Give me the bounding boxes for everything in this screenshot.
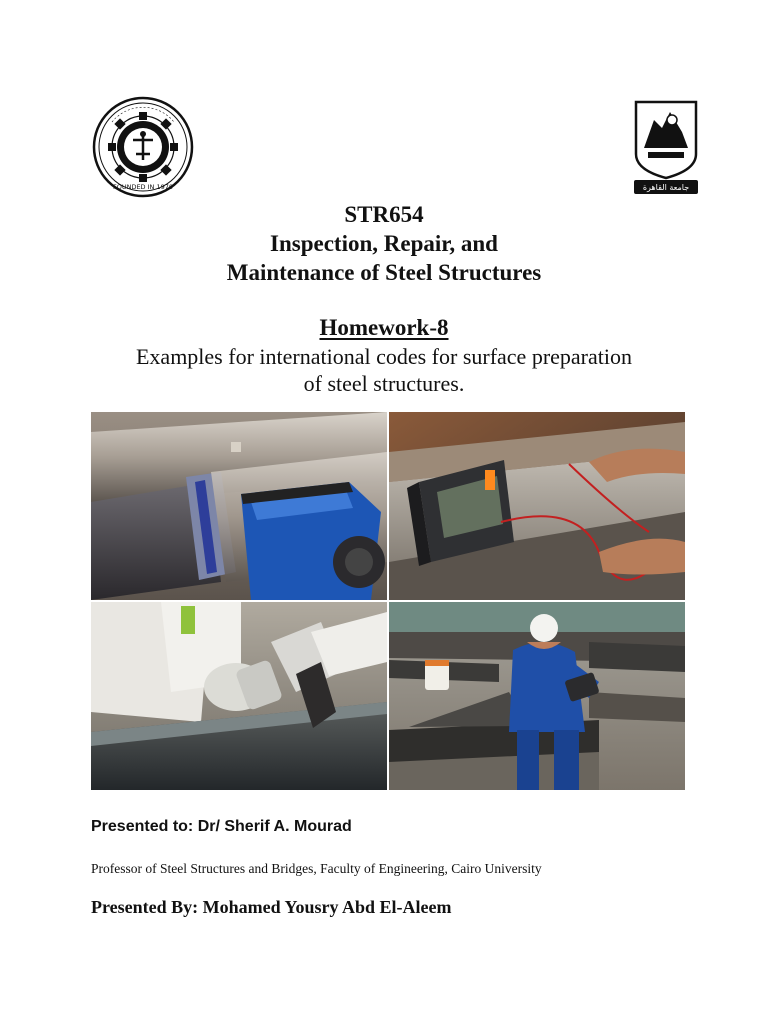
iti-founded-seal-icon (92, 96, 194, 198)
presented-by: Presented By: Mohamed Yousry Abd El-Aleem (91, 897, 452, 917)
homework-subtitle-line-1: Examples for international codes for surface preparation (135, 344, 632, 369)
course-name-line-2: Maintenance of Steel Structures (226, 260, 542, 285)
pipe-weld-inspection-photo (91, 412, 387, 600)
svg-text:جامعة القاهرة: جامعة القاهرة (642, 183, 690, 192)
ultrasonic-tester-photo (389, 412, 685, 600)
course-code: STR654 (344, 202, 424, 227)
photo-collage (91, 412, 685, 790)
homework-heading (0, 313, 768, 397)
homework-title: Homework-8 (319, 315, 449, 340)
presented-to: Presented to: Dr/ Sherif A. Mourad (91, 818, 352, 835)
dye-penetrant-spray-photo (91, 602, 387, 790)
svg-text:FOUNDED IN 1970: FOUNDED IN 1970 (112, 183, 174, 191)
institute-seal-logo (92, 96, 194, 198)
course-name-line-1: Inspection, Repair, and (270, 231, 498, 256)
professor-affiliation: Professor of Steel Structures and Bridges, Faculty of Engineering, Cairo University (91, 861, 542, 876)
university-crest-logo (632, 98, 700, 196)
field-inspector-photo (389, 602, 685, 790)
course-title (0, 200, 768, 287)
cairo-university-crest-icon (632, 98, 700, 196)
homework-subtitle-line-2: of steel structures. (303, 371, 465, 396)
